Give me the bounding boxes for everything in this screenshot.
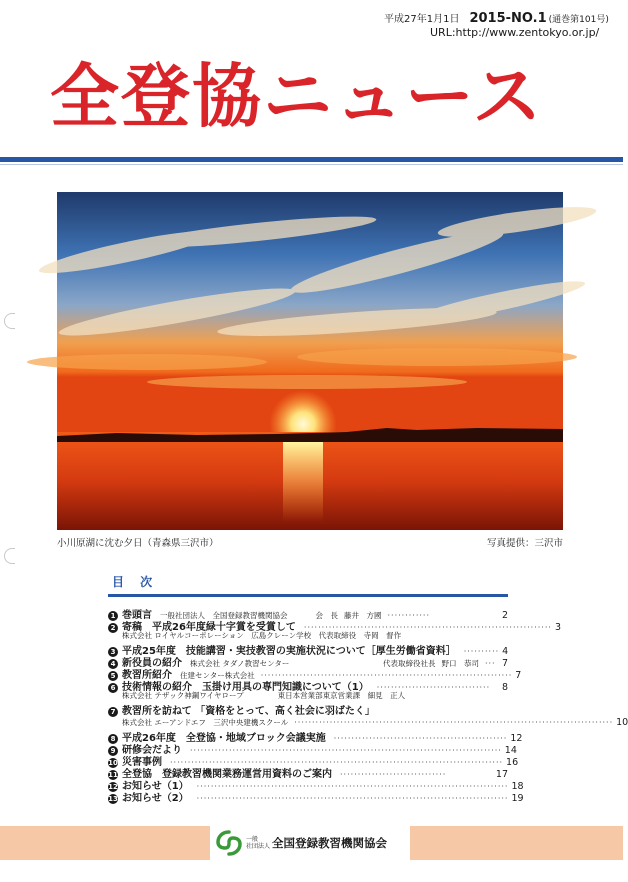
sunset-photo	[57, 192, 563, 530]
toc-number: 6	[108, 683, 118, 693]
masthead-title: 全登協ニュース	[50, 56, 544, 137]
toc-org: 一般社団法人 全国登録教習機関協会	[160, 611, 288, 620]
toc-person: 藤井 方國	[344, 611, 382, 620]
org-prefix: 一般 社団法人	[246, 836, 271, 850]
toc-page: 10	[616, 717, 628, 728]
toc-number: 2	[108, 623, 118, 633]
toc-sub: 株式会社 タダノ教習センター	[190, 659, 290, 668]
toc-leader: ··························································································	[294, 718, 614, 727]
toc-leader: ············	[387, 611, 431, 620]
toc-page: 8	[501, 682, 508, 693]
toc-page: 14	[504, 745, 517, 756]
toc-page: 2	[501, 610, 508, 621]
issue-date-line	[384, 10, 609, 26]
issue-number: 2015-NO.1	[469, 11, 547, 26]
toc-number: 4	[108, 659, 118, 669]
toc-heading: 目 次	[112, 575, 159, 589]
masthead-rule-thin	[0, 164, 623, 165]
toc-page: 16	[506, 757, 519, 768]
toc-number: 1	[108, 611, 118, 621]
issue-serial: (通巻第101号)	[548, 15, 609, 25]
toc-role: 会 長	[315, 611, 338, 620]
toc-title: 教習所紹介	[122, 670, 172, 681]
toc-title: 研修会だより	[122, 745, 182, 756]
toc-title: 全登協 登録教習機関業務運営用資料のご案内	[122, 769, 332, 780]
toc-title: お知らせ（2）	[122, 793, 189, 804]
toc-number: 9	[108, 746, 118, 756]
toc-title: 教習所を訪ねて 「資格をとって、高く社会に羽ばたく」	[122, 706, 375, 717]
toc-leader: ························································································	[196, 782, 509, 791]
toc-page: 17	[495, 769, 508, 780]
punch-hole	[4, 548, 15, 564]
toc-leader: ·················································	[333, 734, 508, 743]
toc-person: 野口 恭司	[441, 659, 479, 668]
toc-entry-detail[interactable]	[108, 717, 628, 729]
toc-detail: 株式会社 ロイヤルコーポレーション 広島クレーン学校 代表取締役 寺岡 督作	[122, 631, 402, 640]
toc-page: 4	[502, 646, 509, 657]
toc-number: 11	[108, 771, 118, 779]
toc-leader: ······························································································	[170, 758, 504, 767]
toc-leader: ······································································	[303, 623, 552, 632]
org-name: 全国登録教習機関協会	[272, 836, 388, 850]
kyokai-logo-icon	[216, 830, 242, 856]
toc-page: 3	[554, 622, 561, 633]
toc-leader: ························································································	[190, 746, 502, 755]
toc-title: 平成25年度 技能講習・実技教習の実施状況について［厚生労働省資料］	[122, 646, 456, 657]
toc-entry[interactable]	[108, 702, 508, 717]
footer-org	[210, 826, 410, 860]
toc-page: 7	[515, 670, 522, 681]
toc-number: 5	[108, 671, 118, 681]
toc-title: 技術情報の紹介 玉掛け用具の専門知識について（1）	[122, 682, 369, 693]
toc-leader: ······························	[340, 770, 447, 779]
issue-date: 平成27年1月1日	[384, 14, 460, 25]
toc-entry[interactable]	[108, 729, 523, 744]
toc-page: 18	[511, 781, 524, 792]
toc-sub: 住建センター株式会社	[180, 671, 255, 680]
toc-detail: 株式会社 テザック神鋼ワイヤロープ 東日本営業部東京営業課 細見 正人	[122, 691, 406, 700]
toc-number: 13	[108, 795, 118, 803]
toc-title: 災害事例	[122, 757, 162, 768]
toc-title: 巻頭言	[122, 610, 152, 621]
toc-entry[interactable]	[108, 642, 509, 657]
toc-detail: 株式会社 エーアンドエフ 三沢中央建機スクール	[122, 718, 289, 727]
toc-title: 新役員の紹介	[122, 658, 182, 669]
toc-number: 8	[108, 734, 118, 744]
toc-page: 7	[501, 658, 508, 669]
toc-entry[interactable]	[108, 606, 508, 621]
toc-leader: ························································································	[196, 794, 509, 803]
punch-hole	[4, 313, 15, 329]
table-of-contents	[108, 573, 628, 804]
toc-page: 19	[511, 793, 524, 804]
toc-number: 12	[108, 783, 118, 791]
toc-leader: ·······································································	[260, 671, 513, 680]
toc-title: お知らせ（1）	[122, 781, 189, 792]
toc-number: 10	[108, 759, 118, 767]
photo-credit: 写真提供：三沢市	[486, 538, 563, 549]
toc-number: 7	[108, 707, 118, 717]
toc-page: 12	[510, 733, 523, 744]
toc-role: 代表取締役社長	[382, 659, 436, 668]
toc-rule	[108, 594, 508, 597]
toc-leader: ···	[484, 659, 496, 668]
toc-leader: ··········	[463, 647, 500, 656]
website-url[interactable]: URL:http://www.zentokyo.or.jp/	[430, 26, 600, 39]
photo-caption: 小川原湖に沈む夕日（青森県三沢市）	[57, 538, 219, 549]
toc-leader: ································	[376, 683, 491, 692]
masthead-rule	[0, 157, 623, 162]
toc-title: 寄稿 平成26年度緑十字賞を受賞して	[122, 622, 296, 633]
toc-number: 3	[108, 647, 118, 657]
toc-title: 平成26年度 全登協・地域ブロック会議実施	[122, 733, 326, 744]
